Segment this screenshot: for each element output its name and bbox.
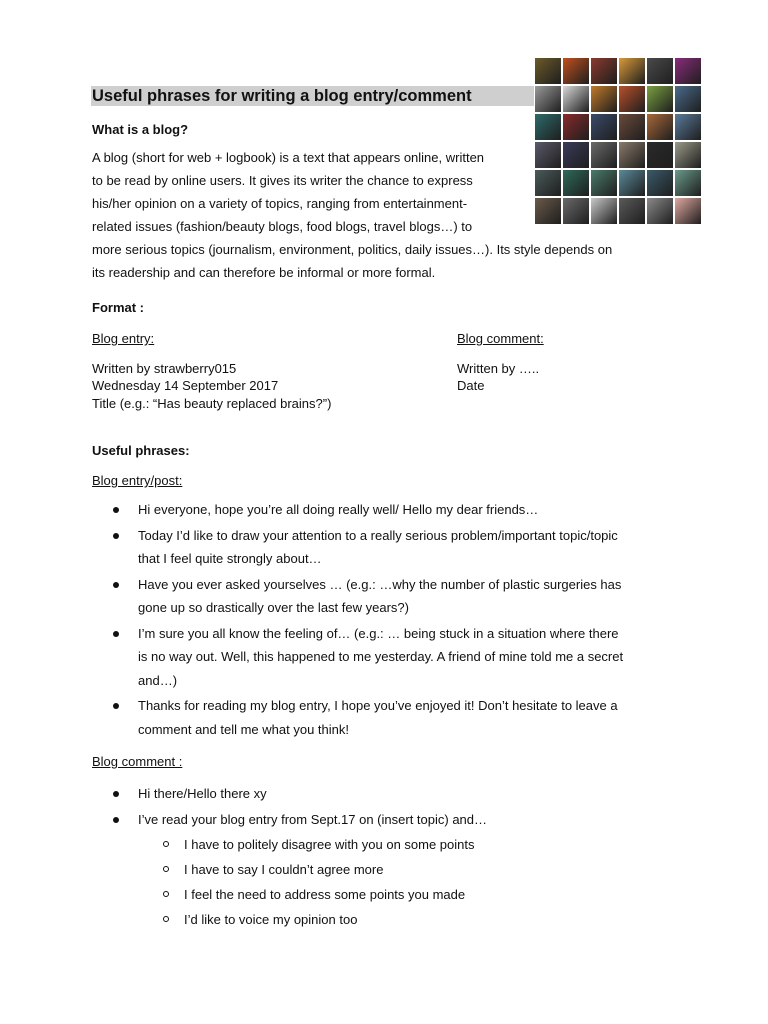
comment-phrase-item <box>110 808 487 832</box>
comment-subphrase-item <box>161 861 475 878</box>
post-phrase-text: and…) <box>138 672 178 688</box>
comment-phrase-text: I’ve read your blog entry from Sept.17 on (insert topic) and… <box>138 811 488 827</box>
collage-photo <box>619 142 645 168</box>
bullet-icon <box>113 817 119 823</box>
circle-bullet-icon <box>163 891 169 897</box>
post-phrase-item <box>110 573 623 620</box>
circle-bullet-icon <box>163 916 169 922</box>
comment-written-by: Written by ….. <box>457 361 540 376</box>
collage-photo <box>619 58 645 84</box>
bullet-icon <box>113 507 119 513</box>
collage-photo <box>591 114 617 140</box>
comment-subphrase-text: I’d like to voice my opinion too <box>184 912 358 927</box>
post-phrase-text: gone up so drastically over the last few years?) <box>138 600 409 615</box>
post-phrase-item <box>110 694 623 741</box>
collage-photo <box>591 58 617 84</box>
collage-photo <box>535 114 561 140</box>
post-phrases-list <box>110 498 623 743</box>
intro-line: its readership and can therefore be informal or more formal. <box>92 265 436 280</box>
collage-photo <box>535 58 561 84</box>
intro-line: his/her opinion on a variety of topics, ranging from entertainment- <box>92 196 468 211</box>
useful-phrases-heading: Useful phrases: <box>92 443 190 458</box>
collage-photo <box>619 86 645 112</box>
post-phrase-text: Have you ever asked yourselves … (e.g.: …why the number of plastic surgeries has <box>138 576 622 592</box>
comment-subphrase-text: I have to politely disagree with you on some points <box>184 837 475 852</box>
intro-line: more serious topics (journalism, environment, politics, daily issues…). Its style depends on <box>92 242 613 257</box>
post-phrase-item <box>110 498 623 522</box>
post-phrase-text: Thanks for reading my blog entry, I hope you’ve enjoyed it! Don’t hesitate to leave a <box>138 698 618 713</box>
blog-entry-label: Blog entry: <box>92 331 155 346</box>
collage-photo <box>647 198 673 224</box>
comment-subphrase-item <box>161 911 475 928</box>
format-heading: Format : <box>92 300 144 315</box>
comment-subphrase-text: I have to say I couldn’t agree more <box>184 862 384 877</box>
bullet-icon <box>113 791 119 797</box>
blog-post-label: Blog entry/post: <box>92 473 183 488</box>
post-phrase-item <box>110 524 623 571</box>
bullet-icon <box>113 703 119 709</box>
collage-photo <box>647 142 673 168</box>
collage-photo <box>647 170 673 196</box>
bullet-icon <box>113 631 119 637</box>
collage-photo <box>619 170 645 196</box>
collage-photo <box>563 114 589 140</box>
collage-photo <box>647 114 673 140</box>
blog-comment-phrases-label: Blog comment : <box>92 754 183 769</box>
comment-date: Date <box>457 378 485 393</box>
post-phrase-item <box>110 622 623 693</box>
collage-photo <box>619 198 645 224</box>
collage-photo <box>675 198 701 224</box>
entry-written-by: Written by strawberry015 <box>92 361 237 376</box>
collage-photo <box>535 86 561 112</box>
comment-phrases-list <box>110 782 487 833</box>
post-phrase-text: Hi everyone, hope you’re all doing really well/ Hello my dear friends… <box>138 502 539 517</box>
circle-bullet-icon <box>163 841 169 847</box>
collage-photo <box>647 58 673 84</box>
intro-line: A blog (short for web + logbook) is a text that appears online, written <box>92 150 485 165</box>
collage-photo <box>675 142 701 168</box>
collage-photo <box>675 86 701 112</box>
comment-subphrases-list <box>161 836 475 936</box>
comment-subphrase-item <box>161 836 475 853</box>
what-is-blog-heading: What is a blog? <box>92 122 189 137</box>
comment-subphrase-item <box>161 886 475 903</box>
collage-photo <box>591 86 617 112</box>
collage-photo <box>675 58 701 84</box>
post-phrase-text: comment and tell me what you think! <box>138 721 349 737</box>
intro-line: to be read by online users. It gives its writer the chance to express <box>92 173 473 188</box>
blog-comment-label: Blog comment: <box>457 331 544 346</box>
comment-phrase-item <box>110 782 487 806</box>
post-phrase-text: I’m sure you all know the feeling of… (e.g.: … being stuck in a situation where there <box>138 625 619 641</box>
page-title: Useful phrases for writing a blog entry/comment <box>92 87 472 105</box>
post-phrase-text: that I feel quite strongly about… <box>138 551 322 566</box>
bullet-icon <box>113 533 119 539</box>
collage-photo <box>647 86 673 112</box>
collage-photo <box>675 114 701 140</box>
entry-date: Wednesday 14 September 2017 <box>92 378 279 393</box>
intro-paragraph <box>92 146 612 284</box>
comment-subphrase-text: I feel the need to address some points you made <box>184 887 466 902</box>
comment-phrase-text: Hi there/Hello there xy <box>138 786 267 801</box>
bullet-icon <box>113 582 119 588</box>
entry-title-line: Title (e.g.: “Has beauty replaced brains?”) <box>92 396 332 411</box>
collage-photo <box>563 58 589 84</box>
collage-photo <box>563 86 589 112</box>
post-phrase-text: is no way out. Well, this happened to me yesterday. A friend of mine told me a secret <box>138 649 624 664</box>
collage-photo <box>675 170 701 196</box>
post-phrase-text: Today I’d like to draw your attention to a really serious problem/important topic/topic <box>138 527 618 543</box>
collage-photo <box>619 114 645 140</box>
intro-line: related issues (fashion/beauty blogs, food blogs, travel blogs…) to <box>92 219 473 234</box>
circle-bullet-icon <box>163 866 169 872</box>
